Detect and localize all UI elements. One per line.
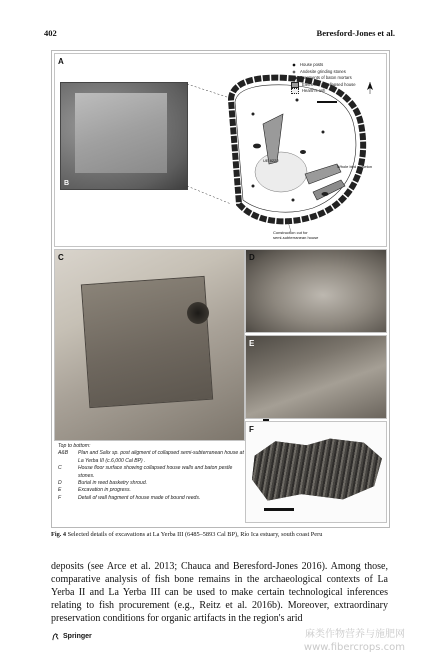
figure-inner-caption (58, 443, 248, 502)
running-header (44, 28, 395, 42)
grinding-stone-icon (291, 70, 297, 74)
map-label-bird: Whole bird skeleton (337, 164, 373, 169)
panel-f-photo (245, 421, 387, 523)
legend-item: Elements of collapsed house (291, 82, 356, 89)
map-label-cut: Construction cut for semi-subterranean house (273, 230, 319, 240)
publisher-name: Springer (63, 633, 92, 640)
caption-row: A&B Plan and Salix sp. post aligment of collapsed semi-subterranean house at La Yerba III (c.6,000 Cal BP) . (58, 450, 244, 464)
legend-item: Andesite grinding stones (291, 69, 356, 76)
watermark: 麻类作物营养与施肥网 www.fibercrops.com (303, 629, 405, 653)
legend-item: Hearth's ash (291, 88, 356, 95)
inner-caption-heading: Top to bottom: (58, 443, 91, 449)
figure-caption-text: Selected details of excavations at La Yerba III (6485–5893 Cal BP), Río Ica estuary, south coast Peru (67, 531, 323, 538)
page-number: 402 (44, 28, 57, 38)
panel-c-label: C (58, 253, 64, 262)
figure-caption (51, 531, 391, 539)
legend-item: Fragments of baton mortars (291, 75, 356, 82)
panel-a-label: A (58, 57, 64, 66)
panel-f-label: F (249, 425, 254, 434)
body-paragraph: deposits (see Arce et al. 2013; Chauca and Beresford-Jones 2016). Among those, comparative analysis of fish bone remains in the archaeological contexts of La Yerba II and La Yerba III can be used to make certain technological inferences relating to fish procurement (e.g., Reitz et al. 2016b). Moreover, extraordinary preservation conditions for organic artifacts in the region's arid (51, 561, 388, 625)
caption-row: E Excavation in progress. (58, 487, 131, 494)
panel-e-photo (245, 335, 387, 419)
figure-caption-label: Fig. 4 (51, 531, 67, 538)
ash-icon (291, 88, 299, 94)
panel-a (54, 53, 387, 247)
publisher-footer (51, 632, 92, 641)
panel-c-photo (54, 249, 245, 441)
caption-row: F Detail of wall fragment of house made of bound reeds. (58, 494, 201, 501)
legend-item: House posts (291, 62, 356, 69)
panel-d-label: D (249, 253, 255, 262)
post-symbol-icon (291, 63, 297, 67)
caption-row: D Burial in reed basketry shroud. (58, 480, 148, 487)
house-element-icon (291, 82, 299, 88)
figure-4 (51, 50, 390, 528)
springer-horse-icon (51, 632, 60, 641)
panel-d-photo (245, 249, 387, 333)
baton-fragment-icon (291, 76, 297, 80)
caption-row: C House floor surface showing collapsed house walls and baton pestle stones. (58, 465, 233, 479)
panel-e-label: E (249, 339, 255, 348)
legend (291, 62, 356, 95)
map-label-burial: UE 8222 (263, 158, 279, 163)
panel-b-label: B (64, 180, 70, 187)
running-authors: Beresford-Jones et al. (316, 28, 395, 38)
